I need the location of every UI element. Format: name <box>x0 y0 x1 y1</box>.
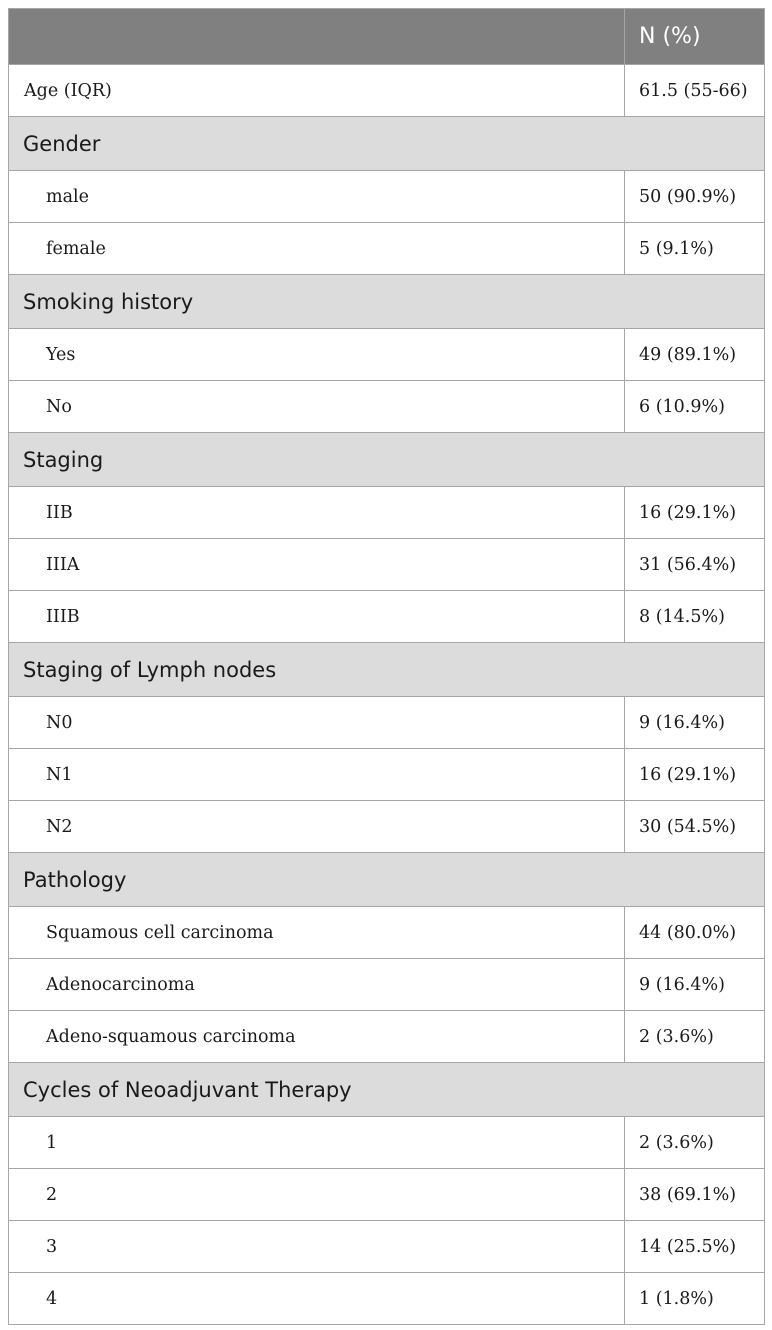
table-row <box>9 1117 765 1169</box>
row-value: 2 (3.6%) <box>625 1117 765 1169</box>
row-value: 44 (80.0%) <box>625 907 765 959</box>
row-value: 1 (1.8%) <box>625 1273 765 1325</box>
table-row <box>9 1221 765 1273</box>
header-row <box>9 9 765 65</box>
table-header <box>9 9 765 65</box>
table-row <box>9 1169 765 1221</box>
group-header-row <box>9 117 765 171</box>
header-label-cell <box>9 9 625 65</box>
group-title: Gender <box>9 117 765 171</box>
group-header-row <box>9 853 765 907</box>
group-title: Staging of Lymph nodes <box>9 643 765 697</box>
table-row <box>9 381 765 433</box>
row-value: 8 (14.5%) <box>625 591 765 643</box>
table-row <box>9 1273 765 1325</box>
table-row <box>9 223 765 275</box>
row-value: 31 (56.4%) <box>625 539 765 591</box>
characteristics-table <box>8 8 765 1325</box>
row-value: 30 (54.5%) <box>625 801 765 853</box>
row-label: female <box>9 223 625 275</box>
row-value: 9 (16.4%) <box>625 959 765 1011</box>
table-row <box>9 171 765 223</box>
table-body <box>9 65 765 1325</box>
table-row <box>9 1011 765 1063</box>
row-label: male <box>9 171 625 223</box>
row-label: 1 <box>9 1117 625 1169</box>
row-label: IIB <box>9 487 625 539</box>
row-label: 2 <box>9 1169 625 1221</box>
row-value: 9 (16.4%) <box>625 697 765 749</box>
table-row <box>9 591 765 643</box>
row-label: Adeno-squamous carcinoma <box>9 1011 625 1063</box>
group-header-row <box>9 433 765 487</box>
row-label: N2 <box>9 801 625 853</box>
group-title: Smoking history <box>9 275 765 329</box>
table-row <box>9 959 765 1011</box>
row-label: IIIB <box>9 591 625 643</box>
group-title: Pathology <box>9 853 765 907</box>
group-header-row <box>9 643 765 697</box>
row-label: No <box>9 381 625 433</box>
row-label: 4 <box>9 1273 625 1325</box>
row-value: 14 (25.5%) <box>625 1221 765 1273</box>
row-label: Age (IQR) <box>9 65 625 117</box>
table-row <box>9 487 765 539</box>
table-row <box>9 539 765 591</box>
row-value: 16 (29.1%) <box>625 487 765 539</box>
row-value: 5 (9.1%) <box>625 223 765 275</box>
row-label: N0 <box>9 697 625 749</box>
row-value: 50 (90.9%) <box>625 171 765 223</box>
row-label: 3 <box>9 1221 625 1273</box>
table-row <box>9 65 765 117</box>
row-value: 38 (69.1%) <box>625 1169 765 1221</box>
table-row <box>9 749 765 801</box>
header-value-cell: N (%) <box>625 9 765 65</box>
table-row <box>9 801 765 853</box>
row-value: 2 (3.6%) <box>625 1011 765 1063</box>
group-title: Staging <box>9 433 765 487</box>
row-value: 49 (89.1%) <box>625 329 765 381</box>
row-label: Yes <box>9 329 625 381</box>
row-value: 6 (10.9%) <box>625 381 765 433</box>
table-row <box>9 907 765 959</box>
row-label: N1 <box>9 749 625 801</box>
table-row <box>9 697 765 749</box>
group-header-row <box>9 275 765 329</box>
row-label: Adenocarcinoma <box>9 959 625 1011</box>
group-title: Cycles of Neoadjuvant Therapy <box>9 1063 765 1117</box>
row-label: IIIA <box>9 539 625 591</box>
row-label: Squamous cell carcinoma <box>9 907 625 959</box>
table-row <box>9 329 765 381</box>
row-value: 61.5 (55-66) <box>625 65 765 117</box>
group-header-row <box>9 1063 765 1117</box>
row-value: 16 (29.1%) <box>625 749 765 801</box>
